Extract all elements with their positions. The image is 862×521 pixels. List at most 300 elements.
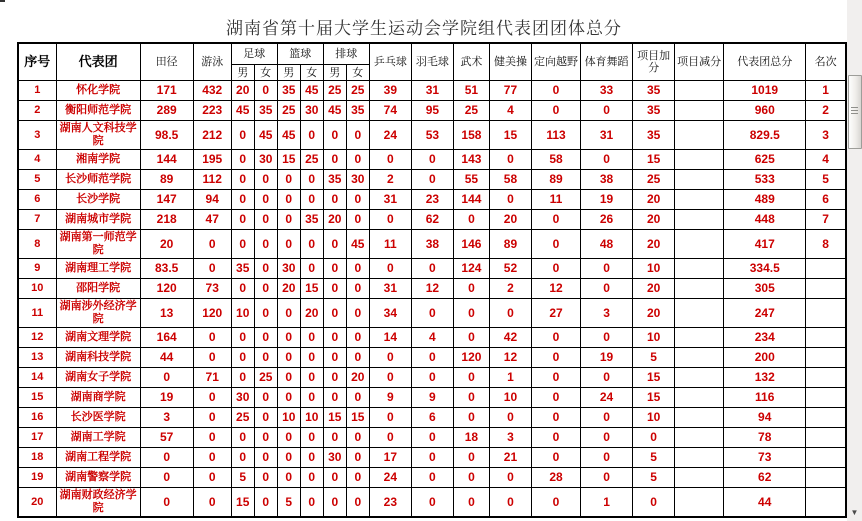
score-cell: 15 (633, 368, 675, 388)
score-cell: 31 (369, 190, 411, 210)
score-cell: 0 (489, 408, 531, 428)
score-cell (675, 348, 724, 368)
col-header-swimming: 游泳 (193, 43, 231, 81)
score-cell: 0 (411, 150, 453, 170)
score-cell: 0 (231, 230, 254, 259)
score-cell: 0 (411, 488, 453, 518)
score-cell: 0 (346, 259, 369, 279)
score-cell: 0 (231, 190, 254, 210)
score-cell: 89 (489, 230, 531, 259)
score-cell: 5 (806, 170, 846, 190)
row-serial: 17 (18, 428, 56, 448)
score-cell: 10 (231, 299, 254, 328)
score-cell: 35 (323, 170, 346, 190)
delegation-name: 湖南女子学院 (56, 368, 140, 388)
score-cell: 0 (453, 448, 489, 468)
col-header-dance-sport: 体育舞蹈 (581, 43, 633, 81)
score-cell: 20 (277, 279, 300, 299)
score-cell: 0 (489, 468, 531, 488)
score-cell: 0 (254, 210, 277, 230)
score-cell: 18 (453, 428, 489, 448)
score-cell: 74 (369, 101, 411, 121)
score-cell: 143 (453, 150, 489, 170)
score-cell: 20 (346, 368, 369, 388)
score-cell: 0 (633, 488, 675, 518)
score-cell: 0 (300, 428, 323, 448)
score-cell: 0 (369, 408, 411, 428)
score-cell: 7 (806, 210, 846, 230)
col-header-volleyball-men: 男 (323, 65, 346, 81)
table-row (18, 299, 846, 328)
row-serial: 3 (18, 121, 56, 150)
score-cell: 5 (633, 448, 675, 468)
score-cell: 0 (323, 388, 346, 408)
score-cell: 31 (369, 279, 411, 299)
score-cell: 1 (806, 81, 846, 101)
scroll-down-icon[interactable]: ▼ (850, 508, 859, 517)
row-serial: 13 (18, 348, 56, 368)
score-cell: 51 (453, 81, 489, 101)
score-cell: 20 (231, 81, 254, 101)
score-cell: 0 (231, 368, 254, 388)
score-cell (675, 468, 724, 488)
score-cell: 3 (806, 121, 846, 150)
row-serial: 12 (18, 328, 56, 348)
col-header-event-penalty: 项目减分 (675, 43, 724, 81)
score-cell: 0 (254, 448, 277, 468)
score-cell: 0 (231, 150, 254, 170)
score-cell: 0 (369, 259, 411, 279)
score-cell: 0 (346, 448, 369, 468)
row-serial: 6 (18, 190, 56, 210)
score-cell: 25 (231, 408, 254, 428)
table-row (18, 101, 846, 121)
score-cell: 35 (633, 101, 675, 121)
row-serial: 1 (18, 81, 56, 101)
score-cell (675, 448, 724, 468)
score-cell: 4 (411, 328, 453, 348)
score-cell: 15 (633, 388, 675, 408)
score-cell: 10 (633, 328, 675, 348)
score-cell: 0 (231, 210, 254, 230)
scrollbar-thumb[interactable] (848, 75, 862, 149)
score-cell (675, 299, 724, 328)
col-header-total-score: 代表团总分 (724, 43, 806, 81)
score-cell: 218 (140, 210, 193, 230)
score-cell: 0 (531, 328, 580, 348)
score-cell: 0 (193, 408, 231, 428)
score-cell: 4 (806, 150, 846, 170)
score-cell: 120 (193, 299, 231, 328)
score-cell: 960 (724, 101, 806, 121)
score-cell: 0 (231, 428, 254, 448)
score-cell: 45 (254, 121, 277, 150)
table-row (18, 190, 846, 210)
col-header-orienteering: 定向越野 (531, 43, 580, 81)
score-cell: 0 (231, 328, 254, 348)
score-cell: 0 (411, 468, 453, 488)
score-cell: 0 (531, 408, 580, 428)
score-cell: 0 (581, 428, 633, 448)
table-row (18, 388, 846, 408)
score-cell: 0 (531, 348, 580, 368)
score-cell (806, 259, 846, 279)
table-row (18, 348, 846, 368)
table-row (18, 488, 846, 518)
score-cell: 0 (193, 328, 231, 348)
vertical-scrollbar[interactable] (847, 0, 862, 521)
score-cell: 0 (323, 279, 346, 299)
score-cell: 5 (633, 348, 675, 368)
col-header-basketball: 篮球 (277, 43, 323, 65)
score-cell (675, 81, 724, 101)
score-cell: 0 (277, 170, 300, 190)
table-row (18, 448, 846, 468)
score-cell: 0 (277, 230, 300, 259)
col-header-rank: 名次 (806, 43, 846, 81)
score-cell: 0 (531, 259, 580, 279)
col-header-volleyball: 排球 (323, 43, 369, 65)
score-cell: 73 (193, 279, 231, 299)
score-cell (806, 428, 846, 448)
score-cell (806, 468, 846, 488)
score-cell: 6 (806, 190, 846, 210)
score-cell: 0 (453, 368, 489, 388)
col-header-delegation: 代表团 (56, 43, 140, 81)
score-cell (675, 368, 724, 388)
score-cell: 48 (581, 230, 633, 259)
score-cell: 3 (489, 428, 531, 448)
score-cell: 62 (411, 210, 453, 230)
score-cell: 73 (724, 448, 806, 468)
delegation-name: 衡阳师范学院 (56, 101, 140, 121)
score-cell: 0 (254, 259, 277, 279)
score-cell: 0 (633, 428, 675, 448)
row-serial: 5 (18, 170, 56, 190)
score-cell: 829.5 (724, 121, 806, 150)
row-serial: 10 (18, 279, 56, 299)
score-cell: 17 (369, 448, 411, 468)
score-cell (806, 388, 846, 408)
score-cell: 45 (300, 81, 323, 101)
score-cell: 0 (323, 259, 346, 279)
score-cell: 0 (531, 230, 580, 259)
delegation-name: 湖南工程学院 (56, 448, 140, 468)
score-cell (675, 150, 724, 170)
score-cell (675, 408, 724, 428)
score-cell: 0 (531, 101, 580, 121)
score-cell: 212 (193, 121, 231, 150)
score-cell: 71 (193, 368, 231, 388)
score-cell: 0 (411, 428, 453, 448)
score-cell: 0 (531, 81, 580, 101)
score-cell: 0 (453, 328, 489, 348)
delegation-name: 湖南工学院 (56, 428, 140, 448)
score-cell: 19 (581, 190, 633, 210)
score-cell: 11 (369, 230, 411, 259)
score-cell: 0 (254, 230, 277, 259)
table-row (18, 468, 846, 488)
score-cell: 0 (277, 368, 300, 388)
score-cell: 35 (633, 81, 675, 101)
score-cell: 24 (369, 121, 411, 150)
score-cell: 9 (411, 388, 453, 408)
score-cell: 0 (346, 428, 369, 448)
score-cell: 0 (254, 388, 277, 408)
score-cell: 30 (300, 101, 323, 121)
score-cell: 12 (531, 279, 580, 299)
score-cell: 20 (140, 230, 193, 259)
score-cell: 1 (489, 368, 531, 388)
scrollbar-grip-icon (851, 107, 858, 115)
score-cell: 10 (633, 408, 675, 428)
score-cell: 0 (231, 121, 254, 150)
delegation-name: 长沙师范学院 (56, 170, 140, 190)
score-cell: 0 (489, 190, 531, 210)
score-cell: 23 (369, 488, 411, 518)
score-cell: 0 (300, 170, 323, 190)
score-cell: 0 (277, 428, 300, 448)
score-cell: 42 (489, 328, 531, 348)
score-cell (806, 328, 846, 348)
score-cell: 0 (453, 279, 489, 299)
score-cell (806, 488, 846, 518)
score-cell: 31 (411, 81, 453, 101)
score-cell: 2 (369, 170, 411, 190)
score-cell: 25 (300, 150, 323, 170)
score-cell: 0 (323, 190, 346, 210)
score-cell: 0 (254, 328, 277, 348)
col-header-volleyball-women: 女 (346, 65, 369, 81)
score-cell: 20 (633, 210, 675, 230)
score-cell: 10 (489, 388, 531, 408)
score-cell: 0 (411, 448, 453, 468)
score-cell: 0 (346, 468, 369, 488)
score-cell: 53 (411, 121, 453, 150)
score-cell: 21 (489, 448, 531, 468)
score-cell: 147 (140, 190, 193, 210)
col-header-badminton: 羽毛球 (411, 43, 453, 81)
score-cell: 1019 (724, 81, 806, 101)
corner-artifact (0, 0, 5, 2)
score-cell: 0 (231, 448, 254, 468)
score-cell: 15 (633, 150, 675, 170)
score-cell: 0 (581, 448, 633, 468)
score-cell: 0 (277, 190, 300, 210)
score-cell: 432 (193, 81, 231, 101)
score-cell: 0 (323, 368, 346, 388)
score-cell: 0 (369, 348, 411, 368)
score-cell: 0 (254, 468, 277, 488)
score-cell: 0 (346, 348, 369, 368)
table-row (18, 428, 846, 448)
score-cell (806, 448, 846, 468)
score-cell: 11 (531, 190, 580, 210)
score-cell: 35 (633, 121, 675, 150)
delegation-name: 湘南学院 (56, 150, 140, 170)
score-cell: 83.5 (140, 259, 193, 279)
score-cell: 144 (140, 150, 193, 170)
score-cell: 247 (724, 299, 806, 328)
score-cell: 0 (323, 488, 346, 518)
row-serial: 19 (18, 468, 56, 488)
score-cell: 0 (277, 328, 300, 348)
score-cell: 0 (254, 279, 277, 299)
score-cell: 0 (323, 428, 346, 448)
score-cell: 24 (581, 388, 633, 408)
score-cell: 0 (346, 210, 369, 230)
score-cell: 0 (581, 468, 633, 488)
score-cell: 0 (140, 468, 193, 488)
score-cell: 3 (140, 408, 193, 428)
score-cell (675, 230, 724, 259)
delegation-name: 湖南科技学院 (56, 348, 140, 368)
score-cell: 0 (300, 468, 323, 488)
score-cell: 0 (453, 299, 489, 328)
score-cell: 0 (254, 408, 277, 428)
score-cell (675, 428, 724, 448)
page-title: 湖南省第十届大学生运动会学院组代表团团体总分 (226, 19, 622, 38)
score-cell: 112 (193, 170, 231, 190)
score-cell: 0 (300, 348, 323, 368)
score-cell: 0 (300, 259, 323, 279)
score-cell: 0 (277, 388, 300, 408)
score-cell: 0 (411, 170, 453, 190)
score-cell: 0 (193, 428, 231, 448)
score-cell: 45 (277, 121, 300, 150)
score-cell: 0 (193, 348, 231, 368)
score-cell: 15 (346, 408, 369, 428)
score-cell: 35 (300, 210, 323, 230)
score-cell: 35 (254, 101, 277, 121)
table-row (18, 210, 846, 230)
score-cell: 195 (193, 150, 231, 170)
score-cell: 6 (411, 408, 453, 428)
score-cell: 489 (724, 190, 806, 210)
score-cell: 58 (531, 150, 580, 170)
table-row (18, 81, 846, 101)
score-cell: 0 (346, 488, 369, 518)
score-cell: 14 (369, 328, 411, 348)
score-cell: 113 (531, 121, 580, 150)
score-cell: 0 (277, 468, 300, 488)
score-cell: 24 (369, 468, 411, 488)
score-cell (806, 279, 846, 299)
row-serial: 16 (18, 408, 56, 428)
score-cell: 0 (581, 328, 633, 348)
score-cell: 2 (489, 279, 531, 299)
score-cell: 10 (633, 259, 675, 279)
score-cell: 120 (140, 279, 193, 299)
table-row (18, 121, 846, 150)
score-cell: 0 (231, 279, 254, 299)
score-cell: 0 (531, 368, 580, 388)
score-cell: 77 (489, 81, 531, 101)
score-cell: 0 (193, 230, 231, 259)
score-cell: 20 (489, 210, 531, 230)
score-cell: 0 (254, 428, 277, 448)
score-cell: 12 (411, 279, 453, 299)
score-cell: 45 (346, 230, 369, 259)
score-cell: 0 (531, 428, 580, 448)
row-serial: 18 (18, 448, 56, 468)
score-cell: 0 (231, 348, 254, 368)
score-cell (675, 388, 724, 408)
score-cell: 0 (489, 150, 531, 170)
score-cell: 0 (346, 279, 369, 299)
score-cell: 45 (323, 101, 346, 121)
delegation-name: 湖南财政经济学院 (56, 488, 140, 518)
score-cell (675, 488, 724, 518)
score-cell: 0 (453, 408, 489, 428)
score-cell: 0 (369, 150, 411, 170)
score-cell: 200 (724, 348, 806, 368)
delegation-name: 怀化学院 (56, 81, 140, 101)
table-row (18, 259, 846, 279)
score-cell: 146 (453, 230, 489, 259)
delegation-name: 长沙学院 (56, 190, 140, 210)
col-header-event-bonus: 项目加分 (633, 43, 675, 81)
score-cell: 35 (346, 101, 369, 121)
col-header-basketball-men: 男 (277, 65, 300, 81)
score-cell: 0 (140, 368, 193, 388)
delegation-name: 湖南理工学院 (56, 259, 140, 279)
col-header-football-men: 男 (231, 65, 254, 81)
score-cell: 20 (323, 210, 346, 230)
score-cell: 30 (254, 150, 277, 170)
score-cell: 289 (140, 101, 193, 121)
score-cell: 0 (300, 121, 323, 150)
score-cell: 0 (140, 448, 193, 468)
col-header-table-tennis: 乒乓球 (369, 43, 411, 81)
score-cell: 30 (231, 388, 254, 408)
score-cell: 95 (411, 101, 453, 121)
score-cell: 417 (724, 230, 806, 259)
score-cell: 0 (489, 299, 531, 328)
score-cell: 25 (346, 81, 369, 101)
score-cell: 89 (140, 170, 193, 190)
score-cell: 0 (254, 170, 277, 190)
score-cell: 55 (453, 170, 489, 190)
table-row (18, 230, 846, 259)
score-cell: 0 (411, 299, 453, 328)
score-cell: 30 (323, 448, 346, 468)
score-cell (675, 101, 724, 121)
score-cell: 52 (489, 259, 531, 279)
row-serial: 7 (18, 210, 56, 230)
score-cell: 0 (531, 210, 580, 230)
score-cell: 0 (277, 348, 300, 368)
score-cell: 33 (581, 81, 633, 101)
score-cell: 38 (411, 230, 453, 259)
score-cell: 15 (300, 279, 323, 299)
score-cell: 124 (453, 259, 489, 279)
table-row (18, 328, 846, 348)
row-serial: 20 (18, 488, 56, 518)
delegation-name: 长沙医学院 (56, 408, 140, 428)
row-serial: 2 (18, 101, 56, 121)
score-cell: 334.5 (724, 259, 806, 279)
score-cell: 0 (323, 121, 346, 150)
score-cell: 0 (531, 388, 580, 408)
score-cell: 9 (369, 388, 411, 408)
score-cell: 171 (140, 81, 193, 101)
score-cell: 164 (140, 328, 193, 348)
score-cell: 0 (231, 170, 254, 190)
row-serial: 11 (18, 299, 56, 328)
score-cell: 0 (254, 81, 277, 101)
score-cell: 30 (346, 170, 369, 190)
